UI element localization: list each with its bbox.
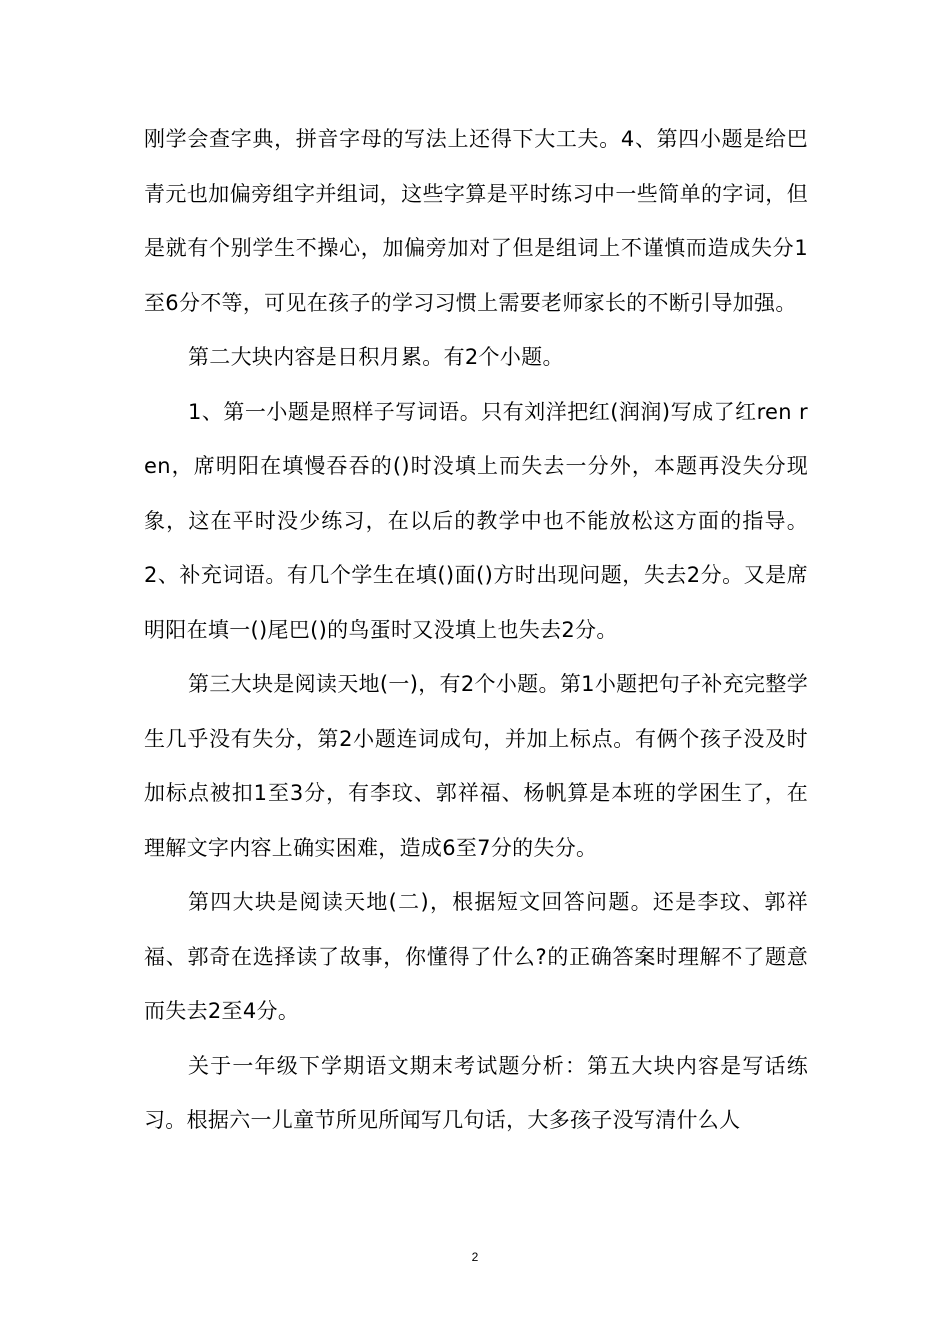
- document-body: [144, 112, 808, 1148]
- paragraph-1: 刚学会查字典，拼音字母的写法上还得下大工夫。4、第四小题是给巴青元也加偏旁组字并组词，这些字算是平时练习中一些简单的字词，但是就有个别学生不操心，加偏旁加对了但是组词上不谨慎而造成失分1至6分不等，可见在孩子的学习习惯上需要老师家长的不断引导加强。: [144, 127, 808, 315]
- paragraph-6: 关于一年级下学期语文期末考试题分析：第五大块内容是写话练习。根据六一儿童节所见所闻写几句话，大多孩子没写清什么人: [144, 1053, 808, 1132]
- paragraph-2: 第二大块内容是日积月累。有2个小题。: [188, 345, 564, 369]
- paragraph-5: 第四大块是阅读天地(二)，根据短文回答问题。还是李玟、郭祥福、郭奇在选择读了故事，你懂得了什么?的正确答案时理解不了题意而失去2至4分。: [144, 890, 808, 1023]
- paragraph-4: 第三大块是阅读天地(一)，有2个小题。第1小题把句子补充完整学生几乎没有失分，第2小题连词成句，并加上标点。有俩个孩子没及时加标点被扣1至3分，有李玟、郭祥福、杨帆算是本班的学困生了，在理解文字内容上确实困难，造成6至7分的失分。: [144, 672, 808, 860]
- page-number: 2: [471, 1250, 479, 1264]
- paragraph-3: 1、第一小题是照样子写词语。只有刘洋把红(润润)写成了红ren ren，席明阳在填慢吞吞的()时没填上而失去一分外，本题再没失分现象，这在平时没少练习，在以后的教学中也不能放松这方面的指导。2、补充词语。有几个学生在填()面()方时出现问题，失去2分。又是席明阳在填一()尾巴()的鸟蛋时又没填上也失去2分。: [144, 399, 808, 642]
